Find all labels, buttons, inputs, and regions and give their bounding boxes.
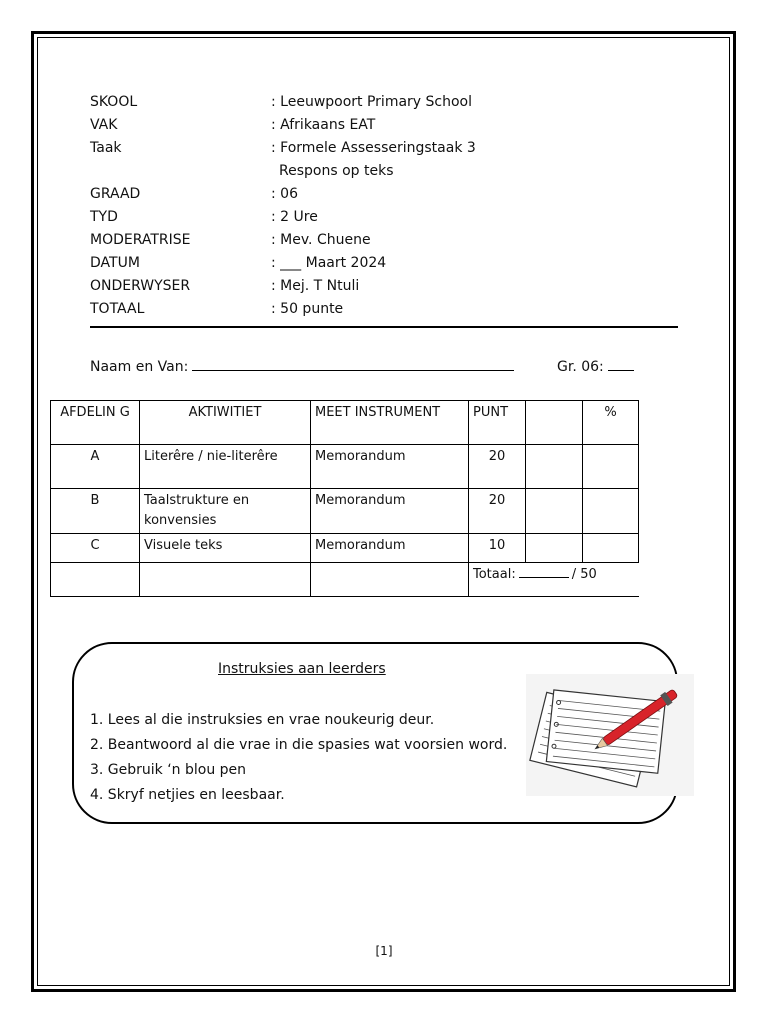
info-label: TYD (90, 209, 118, 225)
instrument-cell: Memorandum (311, 534, 469, 563)
section-cell: C (51, 534, 140, 563)
instruction-item: 1. Lees al die instruksies en vrae noukeurig deur. (90, 712, 435, 728)
empty-cell (140, 563, 311, 597)
table-row (51, 489, 639, 534)
points-cell: 20 (469, 489, 526, 534)
info-row-school (90, 94, 680, 117)
percent-cell[interactable] (583, 534, 639, 563)
paper-and-pen-icon (526, 674, 694, 796)
total-blank[interactable] (519, 565, 569, 578)
grade-label: Gr. 06: (557, 359, 604, 375)
info-label: TOTAAL (90, 301, 145, 317)
info-value: : Afrikaans EAT (271, 117, 376, 133)
info-label: MODERATRISE (90, 232, 191, 248)
score-cell[interactable] (526, 445, 583, 489)
instruction-item: 4. Skryf netjies en leesbaar. (90, 787, 285, 803)
activity-cell: Taalstrukture en konvensies (140, 489, 311, 534)
info-label: DATUM (90, 255, 140, 271)
header-blank (526, 401, 583, 445)
header-points: PUNT (469, 401, 526, 445)
info-value: : 06 (271, 186, 298, 202)
header-section: AFDELIN G (51, 401, 140, 445)
info-row-date (90, 255, 680, 278)
header-percent: % (583, 401, 639, 445)
info-row-total (90, 301, 680, 324)
info-row-task-sub (90, 163, 680, 186)
info-label: ONDERWYSER (90, 278, 191, 294)
empty-cell (311, 563, 469, 597)
instrument-cell: Memorandum (311, 445, 469, 489)
activity-cell: Visuele teks (140, 534, 311, 563)
info-value: : Leeuwpoort Primary School (271, 94, 473, 110)
instruction-item: 3. Gebruik ‘n blou pen (90, 762, 247, 778)
info-label: SKOOL (90, 94, 138, 110)
table-row (51, 534, 639, 563)
percent-cell[interactable] (583, 489, 639, 534)
score-cell[interactable] (526, 489, 583, 534)
page-number: [1] (375, 944, 393, 958)
table-header-row (51, 401, 639, 445)
grade-blank[interactable] (608, 356, 634, 371)
info-row-time (90, 209, 680, 232)
info-value: : Formele Assesseringstaak 3 (271, 140, 476, 156)
info-value: : ___ Maart 2024 (271, 255, 387, 271)
info-row-moderator (90, 232, 680, 255)
points-cell: 10 (469, 534, 526, 563)
instrument-cell: Memorandum (311, 489, 469, 534)
info-value: : Mev. Chuene (271, 232, 371, 248)
info-label: VAK (90, 117, 118, 133)
name-label: Naam en Van: (90, 359, 189, 375)
instructions-title: Instruksies aan leerders (218, 661, 386, 677)
points-cell: 20 (469, 445, 526, 489)
total-suffix: / 50 (571, 567, 597, 582)
percent-cell[interactable] (583, 445, 639, 489)
instructions-list (90, 709, 507, 809)
info-row-subject (90, 117, 680, 140)
header-divider (90, 326, 678, 328)
activity-cell: Literêre / nie-literêre (140, 445, 311, 489)
info-value: : 50 punte (271, 301, 344, 317)
empty-cell (51, 563, 140, 597)
info-value: Respons op teks (279, 163, 394, 179)
header-instrument: MEET INSTRUMENT (311, 401, 469, 445)
info-value: : 2 Ure (271, 209, 318, 225)
score-cell[interactable] (526, 534, 583, 563)
table-row (51, 445, 639, 489)
info-value: : Mej. T Ntuli (271, 278, 360, 294)
info-row-grade (90, 186, 680, 209)
header-info (90, 94, 680, 324)
name-blank[interactable] (192, 356, 514, 371)
instruction-item: 2. Beantwoord al die vrae in die spasies wat voorsien word. (90, 737, 508, 753)
section-cell: A (51, 445, 140, 489)
total-label: Totaal: (473, 567, 516, 582)
info-row-teacher (90, 278, 680, 301)
section-cell: B (51, 489, 140, 534)
info-row-task (90, 140, 680, 163)
table-total-row (51, 563, 639, 597)
total-cell[interactable] (469, 563, 639, 597)
assessment-table (50, 400, 639, 597)
name-field[interactable] (90, 356, 514, 375)
info-label: GRAAD (90, 186, 141, 202)
grade-field[interactable] (557, 356, 634, 375)
info-label: Taak (90, 140, 122, 156)
header-activity: AKTIWITIET (140, 401, 311, 445)
